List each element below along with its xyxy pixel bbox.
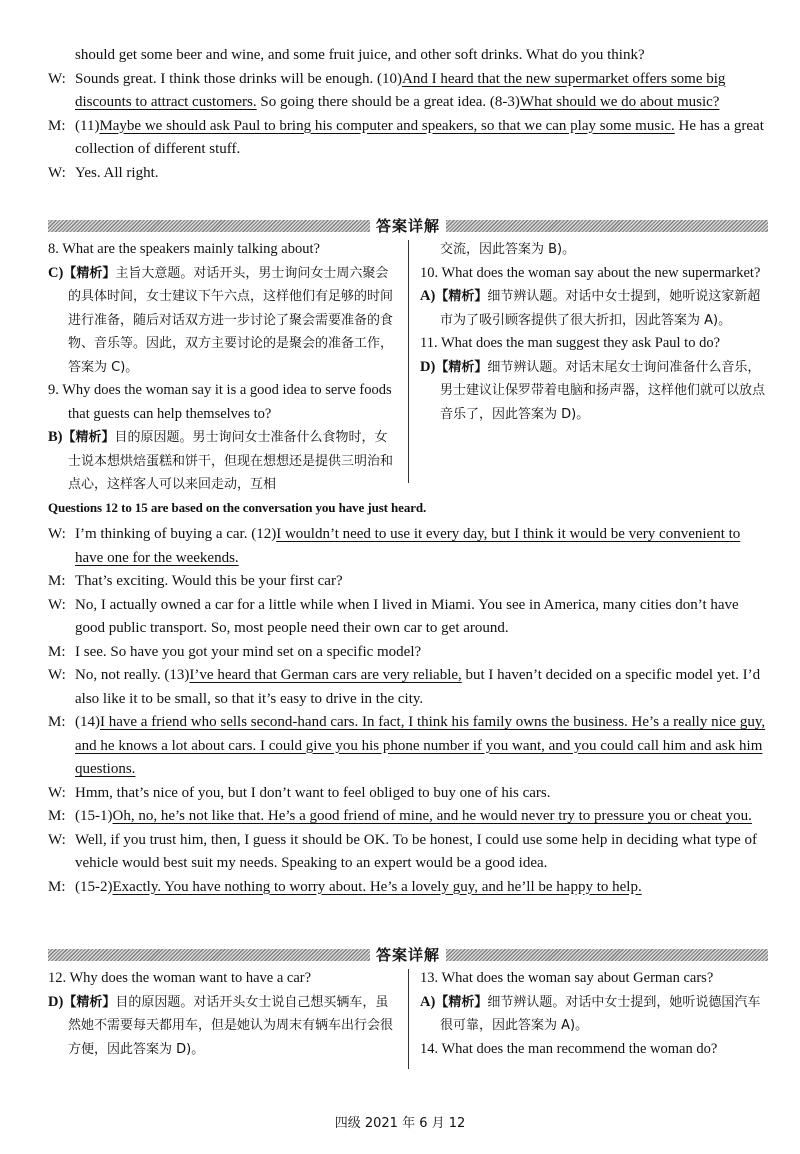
dialogue-text: should get some beer and wine, and some fruit juice, and other soft drinks. What do you think? xyxy=(75,47,645,63)
speaker-label: W: xyxy=(48,70,66,87)
dialogue-text: (15-1) xyxy=(75,808,113,824)
dialogue-line xyxy=(48,829,768,876)
dialogue-1 xyxy=(48,44,768,185)
dialogue-text: So going there should be a great idea. (8-3) xyxy=(256,94,520,110)
dialogue-line xyxy=(48,523,768,570)
banner-hatch-right xyxy=(446,220,768,232)
analysis-tag: 【精析】 xyxy=(435,359,488,375)
analysis-block xyxy=(420,356,768,427)
underlined-answer-text: I’ve heard that German cars are very reliable, xyxy=(189,667,462,683)
question-text: 12. Why does the woman want to have a car? xyxy=(48,970,312,986)
analysis-block xyxy=(48,262,396,380)
question-text: 10. What does the woman say about the new supermarket? xyxy=(420,264,761,281)
question-text: 14. What does the man recommend the woman do? xyxy=(420,1040,718,1057)
analysis-block xyxy=(48,426,396,497)
column-divider-2 xyxy=(408,969,409,1069)
dialogue-text: Sounds great. I think those drinks will be enough. (10) xyxy=(75,70,403,87)
analysis-tag: 【精析】 xyxy=(63,265,116,281)
question-text: 11. What does the man suggest they ask Paul to do? xyxy=(420,335,721,351)
answers-1-right xyxy=(420,238,768,426)
answer-option: C) xyxy=(48,264,64,281)
question-text: 8. What are the speakers mainly talking about? xyxy=(48,241,320,257)
banner-hatch-left xyxy=(48,220,370,232)
underlined-answer-text: Exactly. You have nothing to worry about. He’s a lovely guy, and he’ll be happy to help. xyxy=(112,878,642,895)
dialogue-line xyxy=(48,44,768,68)
column-divider-1 xyxy=(408,240,409,483)
underlined-answer-text: What should we do about music? xyxy=(519,94,720,110)
questions-header: Questions 12 to 15 are based on the conversation you have just heard. xyxy=(48,500,427,515)
underlined-answer-text: I wouldn’t need to use it every day, but I think it would be very convenient to have one for the weekends. xyxy=(75,526,741,566)
dialogue-line xyxy=(48,570,768,594)
dialogue-text: No, not really. (13) xyxy=(75,667,190,683)
dialogue-text: (11) xyxy=(75,117,100,134)
answers-2-left xyxy=(48,967,396,1061)
dialogue-text: but I haven’t decided on a specific model yet. I’d also like it to be small, so that it’s easy to drive in the city. xyxy=(75,667,761,707)
dialogue-text: He has a great collection of different stuff. xyxy=(75,117,764,157)
speaker-label: M: xyxy=(48,573,66,589)
dialogue-text: Yes. All right. xyxy=(75,164,159,181)
speaker-label: W: xyxy=(48,831,66,848)
analysis-block xyxy=(420,285,768,332)
speaker-label: W: xyxy=(48,667,66,683)
banner-hatch-left xyxy=(48,949,370,961)
analysis-continued: 交流，因此答案为 B)。 xyxy=(440,242,576,257)
analysis-tag: 【精析】 xyxy=(435,289,488,304)
page-footer: 四级 2021 年 6 月 12 xyxy=(334,1116,466,1131)
dialogue-2 xyxy=(48,523,768,899)
speaker-label: M: xyxy=(48,643,66,660)
dialogue-text: Hmm, that’s nice of you, but I don’t want to feel obliged to buy one of his cars. xyxy=(75,784,551,801)
answer-option: A) xyxy=(420,993,436,1010)
dialogue-line xyxy=(48,782,768,806)
answer-option: D) xyxy=(48,993,64,1010)
analysis-block xyxy=(420,991,768,1038)
speaker-label: M: xyxy=(48,808,66,824)
analysis-text: 细节辨认题。对话末尾女士询问准备什么音乐，男士建议让保罗带着电脑和扬声器，这样他们就可以放点音乐了，因此答案为 D)。 xyxy=(440,359,766,422)
underlined-answer-text: I have a friend who sells second-hand cars. In fact, I think his family owns the business. He’s a really nice guy, and he knows a lot about cars. I could give you his phone number if you want, and you could call him and ask him questions. xyxy=(75,714,766,777)
analysis-tag: 【精析】 xyxy=(435,994,488,1010)
analysis-text: 主旨大意题。对话开头，男士询问女士周六聚会的具体时间，女士建议下午六点，这样他们有足够的时间进行准备，随后对话双方进一步讨论了聚会需要准备的食物、音乐等。因此，双方主要讨论的是聚会的准备工作，答案为 C)。 xyxy=(68,265,394,375)
answer-banner-1 xyxy=(48,217,768,234)
analysis-text: 目的原因题。男士询问女士准备什么食物时，女士说本想烘焙蛋糕和饼干，但现在想想还是提供三明治和点心，这样客人可以来回走动，互相 xyxy=(68,430,394,492)
analysis-text: 细节辨认题。对话中女士提到，她听说德国汽车很可靠，因此答案为 A)。 xyxy=(440,994,761,1033)
dialogue-line xyxy=(48,805,768,829)
underlined-answer-text: And I heard that the new supermarket offers some big discounts to attract customers. xyxy=(75,70,726,110)
dialogue-line xyxy=(48,68,768,115)
dialogue-text: (15-2) xyxy=(75,878,113,895)
dialogue-line xyxy=(48,641,768,665)
dialogue-line xyxy=(48,876,768,900)
speaker-label: W: xyxy=(48,164,66,181)
answer-option: A) xyxy=(420,288,436,304)
dialogue-line xyxy=(48,162,768,186)
dialogue-line xyxy=(48,664,768,711)
analysis-text: 细节辨认题。对话中女士提到，她听说这家新超市为了吸引顾客提供了很大折扣，因此答案为 A)。 xyxy=(440,289,761,328)
speaker-label: W: xyxy=(48,526,66,542)
analysis-tag: 【精析】 xyxy=(62,430,115,445)
analysis-block xyxy=(48,991,396,1062)
analysis-tag: 【精析】 xyxy=(63,994,116,1010)
banner-hatch-right xyxy=(446,949,768,961)
dialogue-line xyxy=(48,594,768,641)
underlined-answer-text: Maybe we should ask Paul to bring his computer and speakers, so that we can play some music. xyxy=(99,117,675,134)
question-text: 13. What does the woman say about German cars? xyxy=(420,970,714,986)
dialogue-line xyxy=(48,115,768,162)
answers-1-left xyxy=(48,238,396,497)
answers-2-right xyxy=(420,967,768,1061)
speaker-label: M: xyxy=(48,878,66,895)
dialogue-text: I’m thinking of buying a car. (12) xyxy=(75,526,277,542)
answer-option: D) xyxy=(420,358,436,375)
dialogue-text: (14) xyxy=(75,714,100,730)
underlined-answer-text: Oh, no, he’s not like that. He’s a good friend of mine, and he would never try to pressure you or cheat you. xyxy=(112,808,752,824)
dialogue-text: No, I actually owned a car for a little while when I lived in Miami. You see in America, many cities don’t have good public transport. So, most people need their own car to get around. xyxy=(75,596,739,636)
dialogue-line xyxy=(48,711,768,782)
dialogue-text: That’s exciting. Would this be your first car? xyxy=(75,573,343,589)
speaker-label: M: xyxy=(48,117,66,134)
banner-title: 答案详解 xyxy=(376,217,441,235)
question-text: 9. Why does the woman say it is a good idea to serve foods that guests can help themselves to? xyxy=(48,382,392,422)
analysis-text: 目的原因题。对话开头女士说自己想买辆车，虽然她不需要每天都用车，但是她认为周末有辆车出行会很方便，因此答案为 D)。 xyxy=(68,994,394,1057)
answer-banner-2 xyxy=(48,946,768,963)
dialogue-text: I see. So have you got your mind set on a specific model? xyxy=(75,643,422,660)
dialogue-text: Well, if you trust him, then, I guess it should be OK. To be honest, I could use some help in deciding what type of vehicle would best suit my needs. Speaking to an expert would be a good idea. xyxy=(75,831,757,871)
speaker-label: W: xyxy=(48,784,66,801)
banner-title: 答案详解 xyxy=(376,946,441,964)
speaker-label: M: xyxy=(48,714,66,730)
answer-option: B) xyxy=(48,429,63,445)
speaker-label: W: xyxy=(48,596,66,613)
